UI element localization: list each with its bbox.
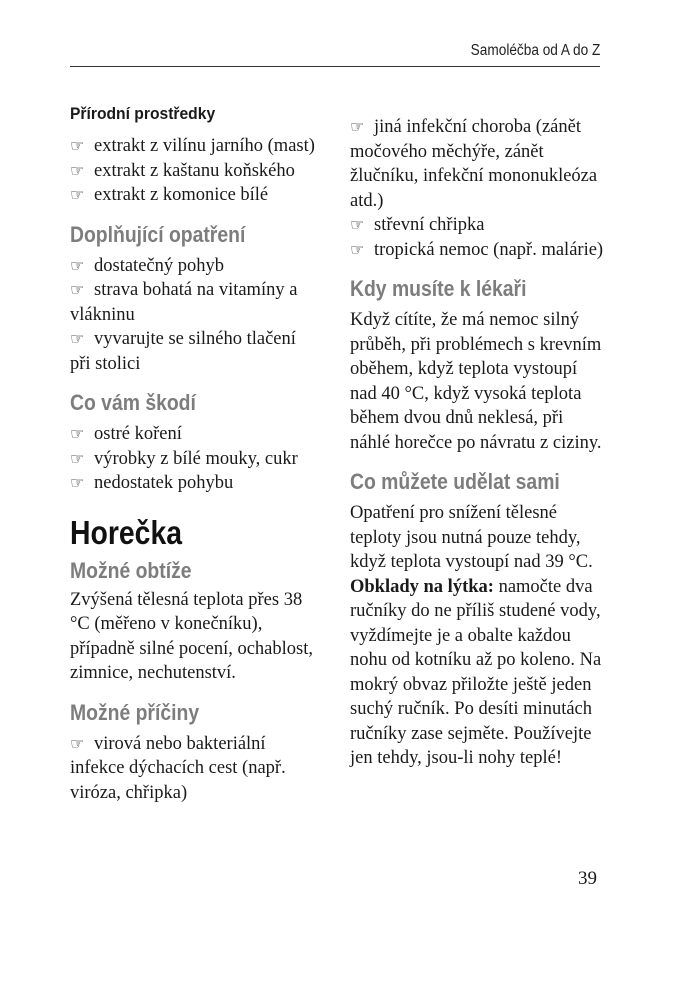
pointing-hand-icon: ☞ (350, 239, 365, 259)
list-item: ☞ výrobky z bílé mouky, cukr (70, 447, 320, 472)
section-title: Horečka (70, 513, 183, 551)
list-item: ☞ extrakt z komonice bílé (70, 183, 320, 208)
pointing-hand-icon: ☞ (70, 733, 85, 753)
symptoms-heading: Možné obtíže (70, 557, 192, 583)
page-header (70, 38, 600, 67)
compress-text: namočte dva ručníky do ne příliš studené vody, vyždímejte je a obalte každou nohu od kotníku až po koleno. Na mokrý obvaz přiložte ještě jeden suchý ručník. Po desíti minutách ručníky zase sejměte. Používejte jen tehdy, jsou-li nohy teplé! (350, 576, 602, 768)
pointing-hand-icon: ☞ (70, 255, 85, 275)
list-item: ☞ střevní chřipka (350, 213, 605, 238)
harmful-list (70, 422, 320, 496)
pointing-hand-icon: ☞ (70, 424, 85, 443)
self-help-heading: Co můžete udělat sami (350, 469, 560, 494)
pointing-hand-icon: ☞ (350, 215, 365, 234)
supplementary-heading: Doplňující opatření (70, 221, 246, 247)
doctor-heading: Kdy musíte k lékaři (350, 276, 527, 301)
compress-paragraph (350, 575, 605, 771)
symptoms-text: Zvýšená tělesná teplota přes 38 °C (měřeno v konečníku), případně silné pocení, ochablost, zimnice, nechutenství. (70, 589, 314, 683)
pointing-hand-icon: ☞ (70, 136, 85, 155)
pointing-hand-icon: ☞ (350, 117, 365, 136)
natural-remedies-heading: Přírodní prostředky (70, 104, 216, 123)
list-item: ☞ dostatečný pohyb (70, 254, 320, 279)
natural-remedies-list (70, 134, 320, 208)
running-title: Samoléčba od A do Z (470, 42, 600, 59)
list-item: ☞ vyvarujte se silného tlačení při stolici (70, 329, 296, 374)
pointing-hand-icon: ☞ (70, 473, 85, 492)
page-number: 39 (578, 868, 597, 889)
pointing-hand-icon: ☞ (70, 280, 85, 299)
pointing-hand-icon: ☞ (70, 185, 85, 204)
causes-list-continued (350, 115, 605, 262)
list-item: ☞ extrakt z vilínu jarního (mast) (70, 134, 320, 159)
list-item: ☞ strava bohatá na vitamíny a vlákninu (70, 280, 298, 325)
list-item: ☞ jiná infekční choroba (zánět močového měchýře, zánět žlučníku, infekční mononukleóza atd.) (350, 117, 598, 211)
right-column (350, 115, 605, 771)
list-item: ☞ virová nebo bakteriální infekce dýchacích cest (např. viróza, chřipka) (70, 733, 286, 803)
compress-label: Obklady na lýtka: (350, 576, 494, 597)
list-item: ☞ tropická nemoc (např. malárie) (350, 238, 605, 263)
list-item: ☞ ostré koření (70, 422, 320, 447)
supplementary-list (70, 254, 320, 377)
pointing-hand-icon: ☞ (70, 160, 85, 180)
list-item: ☞ extrakt z kaštanu koňského (70, 159, 320, 184)
doctor-text: Když cítíte, že má nemoc silný průběh, při problémech s krevním oběhem, když teplota vystoupí nad 40 °C, když vysoká teplota během dvou dnů neklesá, při náhlé horečce po návratu z ciziny. (350, 310, 602, 453)
list-item: ☞ nedostatek pohybu (70, 471, 320, 496)
causes-heading: Možné příčiny (70, 699, 200, 725)
harmful-heading: Co vám škodí (70, 390, 196, 415)
self-help-text: Opatření pro snížení tělesné teploty jsou nutná pouze tehdy, když teplota vystoupí nad 39 °C. (350, 503, 593, 572)
left-column (70, 100, 320, 805)
pointing-hand-icon: ☞ (70, 329, 85, 348)
pointing-hand-icon: ☞ (70, 448, 85, 468)
